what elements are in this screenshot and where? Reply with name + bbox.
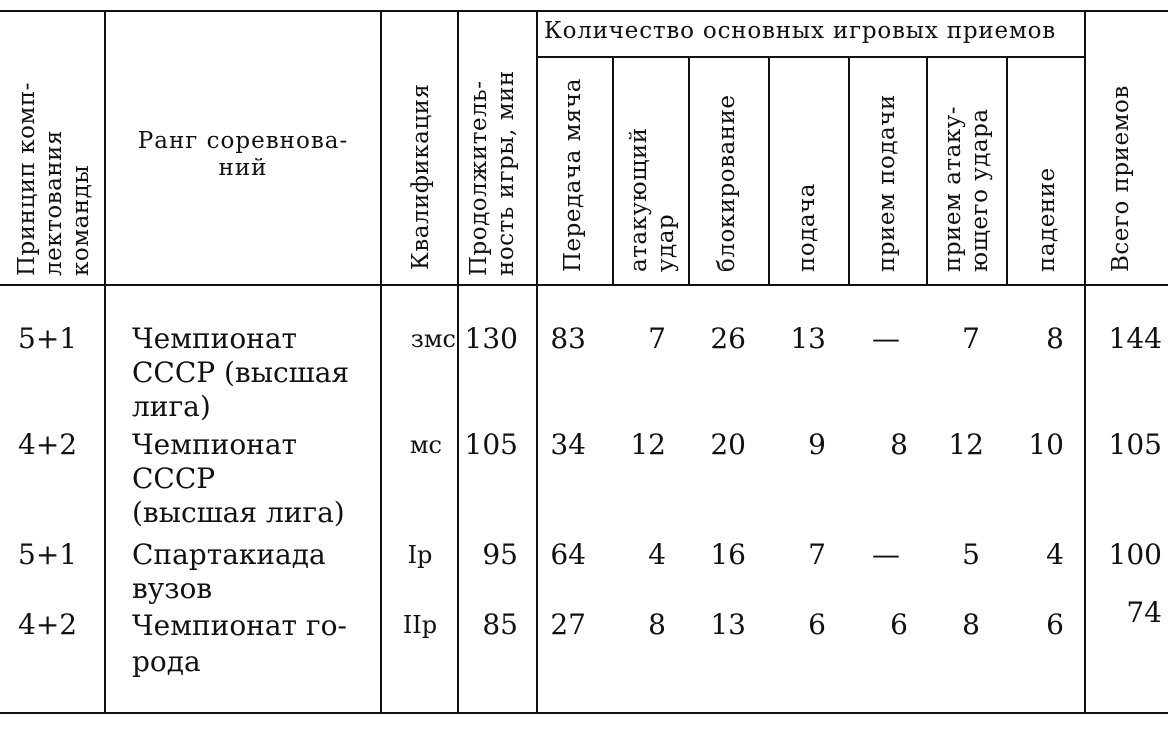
cell-duration: 85	[482, 608, 518, 641]
bottom-rule	[0, 712, 1168, 714]
cell-value: 6	[1046, 608, 1064, 641]
cell-principle: 4+2	[18, 608, 78, 641]
header-technique-attack-receive: прием атаку- ющего удара	[940, 105, 993, 272]
cell-rank: Чемпионат СССР (высшая лига)	[132, 322, 350, 423]
cell-principle: 5+1	[18, 322, 78, 355]
col-divider	[848, 58, 850, 284]
cell-value: 10	[1028, 428, 1064, 461]
cell-total: 144	[1108, 322, 1162, 355]
cell-principle: 4+2	[18, 428, 78, 461]
cell-value: 4	[1046, 538, 1064, 571]
cell-value: 16	[710, 538, 746, 571]
col-divider	[1084, 12, 1086, 712]
header-duration: Продолжитель- ность игры, мин	[466, 70, 519, 276]
cell-value: 12	[630, 428, 666, 461]
cell-value: —	[872, 322, 900, 355]
cell-value: 13	[790, 322, 826, 355]
cell-qualification: Iр	[407, 541, 433, 569]
cell-duration: 95	[482, 538, 518, 571]
cell-value: 8	[648, 608, 666, 641]
cell-value: 6	[890, 608, 908, 641]
header-technique-pass: Передача мяча	[560, 78, 586, 272]
header-qualification: Квалификация	[408, 83, 434, 270]
cell-rank: Чемпионат го- рода	[132, 609, 347, 678]
col-divider	[380, 12, 382, 712]
cell-value: 8	[962, 608, 980, 641]
header-principle: Принцип комп- лектования команды	[14, 82, 94, 276]
cell-duration: 130	[464, 322, 518, 355]
cell-rank: Спартакиада вузов	[132, 538, 326, 605]
cell-value: 7	[962, 322, 980, 355]
top-rule	[0, 10, 1168, 12]
cell-value: 64	[550, 538, 586, 571]
header-technique-block: блокирование	[714, 94, 740, 272]
cell-qualification: змс	[410, 325, 456, 353]
cell-value: 7	[808, 538, 826, 571]
cell-value: —	[872, 538, 900, 571]
cell-value: 5	[962, 538, 980, 571]
cell-value: 9	[808, 428, 826, 461]
cell-value: 8	[1046, 322, 1064, 355]
cell-qualification: мс	[409, 431, 442, 459]
header-group: Количество основных игровых приемов	[544, 18, 1057, 44]
header-total: Всего приемов	[1108, 85, 1134, 272]
cell-duration: 105	[464, 428, 518, 461]
cell-value: 20	[710, 428, 746, 461]
cell-value: 83	[550, 322, 586, 355]
col-divider	[688, 58, 690, 284]
col-divider	[104, 12, 106, 712]
col-divider	[768, 58, 770, 284]
header-technique-attack: атакующий удар	[626, 127, 679, 272]
cell-rank: Чемпионат СССР (высшая лига)	[132, 428, 345, 529]
header-technique-serve: подача	[794, 183, 820, 272]
cell-total: 105	[1108, 428, 1162, 461]
col-divider	[926, 58, 928, 284]
cell-value: 27	[550, 608, 586, 641]
col-divider	[1006, 58, 1008, 284]
col-divider	[457, 12, 459, 712]
cell-principle: 5+1	[18, 538, 78, 571]
cell-value: 8	[890, 428, 908, 461]
cell-value: 4	[648, 538, 666, 571]
header-technique-serve-receive: прием подачи	[874, 94, 900, 272]
cell-value: 26	[710, 322, 746, 355]
col-divider	[612, 58, 614, 284]
group-rule	[538, 56, 1084, 58]
header-bottom-rule	[0, 284, 1168, 286]
cell-value: 13	[710, 608, 746, 641]
cell-value: 7	[648, 322, 666, 355]
cell-value: 12	[948, 428, 984, 461]
cell-value: 6	[808, 608, 826, 641]
cell-qualification: IIр	[402, 611, 438, 639]
cell-total: 100	[1108, 538, 1162, 571]
header-rank: Ранг соревнова- ний	[137, 128, 349, 181]
col-divider	[536, 12, 538, 712]
header-technique-fall: падение	[1034, 167, 1060, 272]
cell-total: 74	[1126, 596, 1162, 629]
cell-value: 34	[550, 428, 586, 461]
